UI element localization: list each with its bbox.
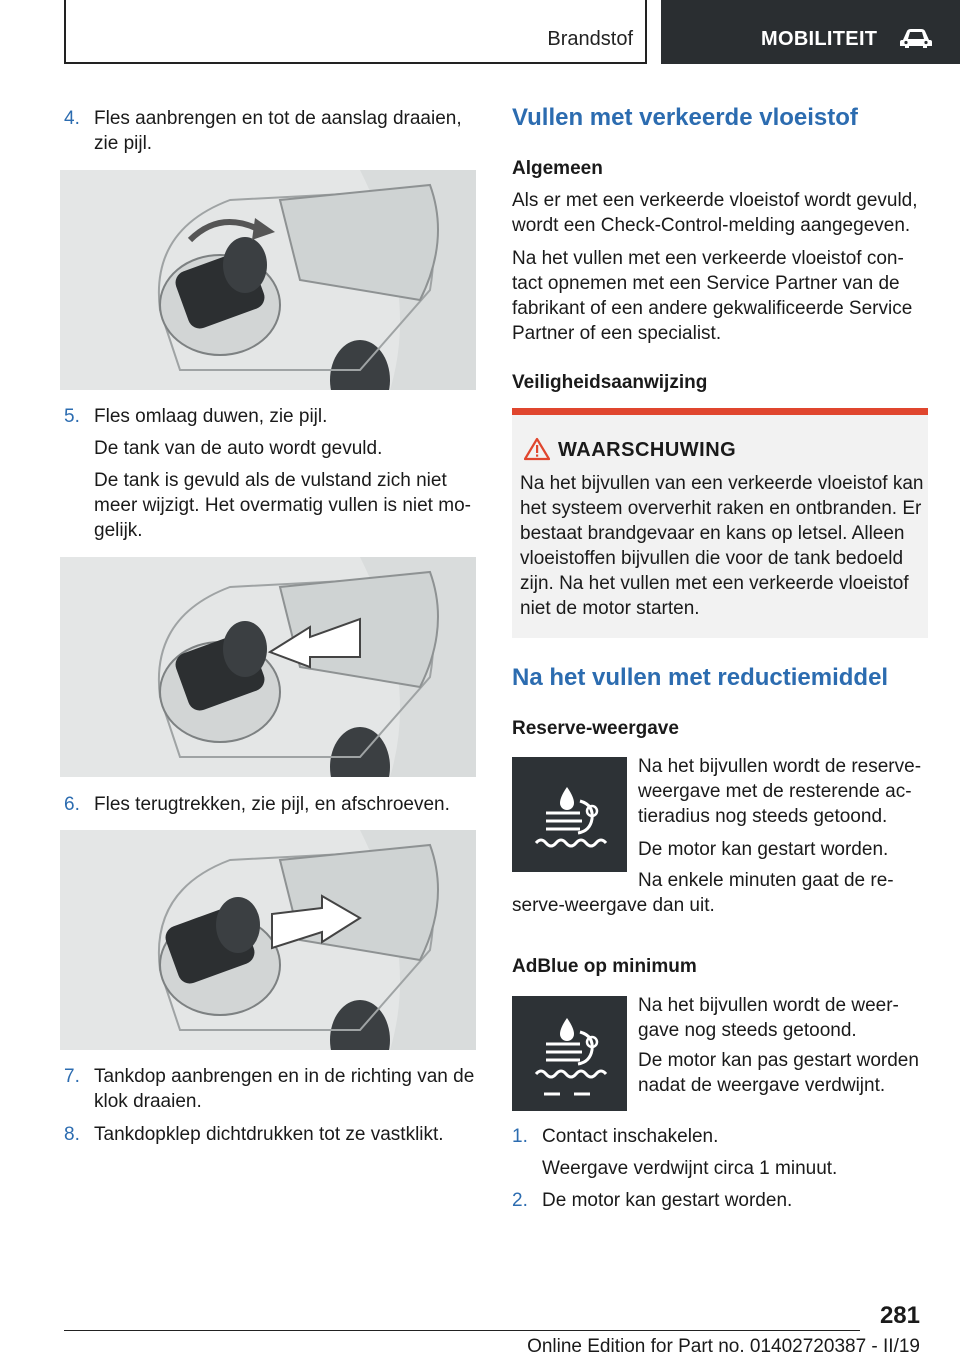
header-chapter-title: MOBILITEIT [761,28,878,50]
header-chapter-tab [661,0,960,64]
warning-title: WAARSCHUWING [558,439,737,461]
subheading-reserve: Reserve-weergave [512,718,679,739]
general-paragraph-1: Als er met een verkeerde vloeistof wordt gevuld, wordt een Check-Control-melding aangegeven. [512,190,918,236]
step-text: Fles terugtrekken, zie pijl, en afschroeven. [94,794,450,815]
subheading-safety: Veiligheidsaanwijzing [512,372,708,393]
adblue-reserve-indicator-icon [512,757,627,872]
step-number: 7. [64,1066,80,1087]
fuel-cap-push-illustration [60,557,476,777]
step-5-note-2: De tank is gevuld als de vulstand zich niet meer wijzigt. Het overmatig vullen is niet mo-gelijk. [94,470,471,541]
subheading-adblue-minimum: AdBlue op minimum [512,956,697,977]
general-paragraph-2: Na het vullen met een verkeerde vloeistof con-tact opnemen met een Service Partner van de fabrikant of een andere gekwalificeerde Service Partner of een specialist. [512,248,913,344]
heading-wrong-fluid: Vullen met verkeerde vloeistof [512,104,858,131]
reserve-paragraph-3a: Na enkele minuten gaat de re- [638,870,894,891]
warning-text: Na het bijvullen van een verkeerde vloeistof kan het systeem oververhit raken en ontbranden. Er bestaat brandgevaar en kans op letsel. Alleen vloeistoffen bijvullen die voor de tank bedoeld zijn. Na het vullen met een verkeerde vloeistof niet de motor starten. [520,473,924,619]
reserve-paragraph-2: De motor kan gestart worden. [638,839,889,860]
step-5-note-1: De tank van de auto wordt gevuld. [94,438,383,459]
step-number: 5. [64,406,80,427]
footer-edition: Online Edition for Part no. 01402720387 - II/19 [527,1336,920,1357]
header-section-title: Brandstof [547,28,633,50]
step-number: 1. [512,1126,528,1147]
step-number: 8. [64,1124,80,1145]
car-icon [899,26,933,50]
right-step-1-note: Weergave verdwijnt circa 1 minuut. [542,1158,838,1179]
adblue-minimum-indicator-icon [512,996,627,1111]
header-section-box [64,0,647,64]
footer-divider [64,1330,860,1331]
heading-reductant: Na het vullen met reductiemiddel [512,664,889,691]
step-number: 6. [64,794,80,815]
reserve-paragraph-3b: serve-weergave dan uit. [512,895,715,916]
fuel-cap-rotate-photo [60,170,476,390]
step-text: Fles aanbrengen en tot de aanslag draaien, zie pijl. [94,108,462,154]
adblue-paragraph-2: De motor kan pas gestart worden nadat de weergave verdwijnt. [638,1050,919,1096]
subheading-general: Algemeen [512,158,603,179]
step-text: Tankdop aanbrengen en in de richting van de klok draaien. [94,1066,475,1112]
reserve-paragraph-1: Na het bijvullen wordt de reserve-weergave met de resterende ac-tieradius nog steeds getoond. [638,756,922,827]
adblue-paragraph-1: Na het bijvullen wordt de weer-gave nog steeds getoond. [638,995,899,1041]
step-text: Contact inschakelen. [542,1126,719,1147]
fuel-cap-pull-photo [60,830,476,1050]
fuel-cap-push-photo [60,557,476,777]
fuel-cap-rotate-illustration [60,170,476,390]
step-text: De motor kan gestart worden. [542,1190,793,1211]
warning-triangle-icon [524,437,550,461]
step-number: 2. [512,1190,528,1211]
warning-box [512,408,928,638]
step-text: Fles omlaag duwen, zie pijl. [94,406,328,427]
step-text: Tankdopklep dichtdrukken tot ze vastklikt. [94,1124,444,1145]
page-number: 281 [879,1302,920,1329]
fuel-cap-pull-illustration [60,830,476,1050]
step-number: 4. [64,108,80,129]
